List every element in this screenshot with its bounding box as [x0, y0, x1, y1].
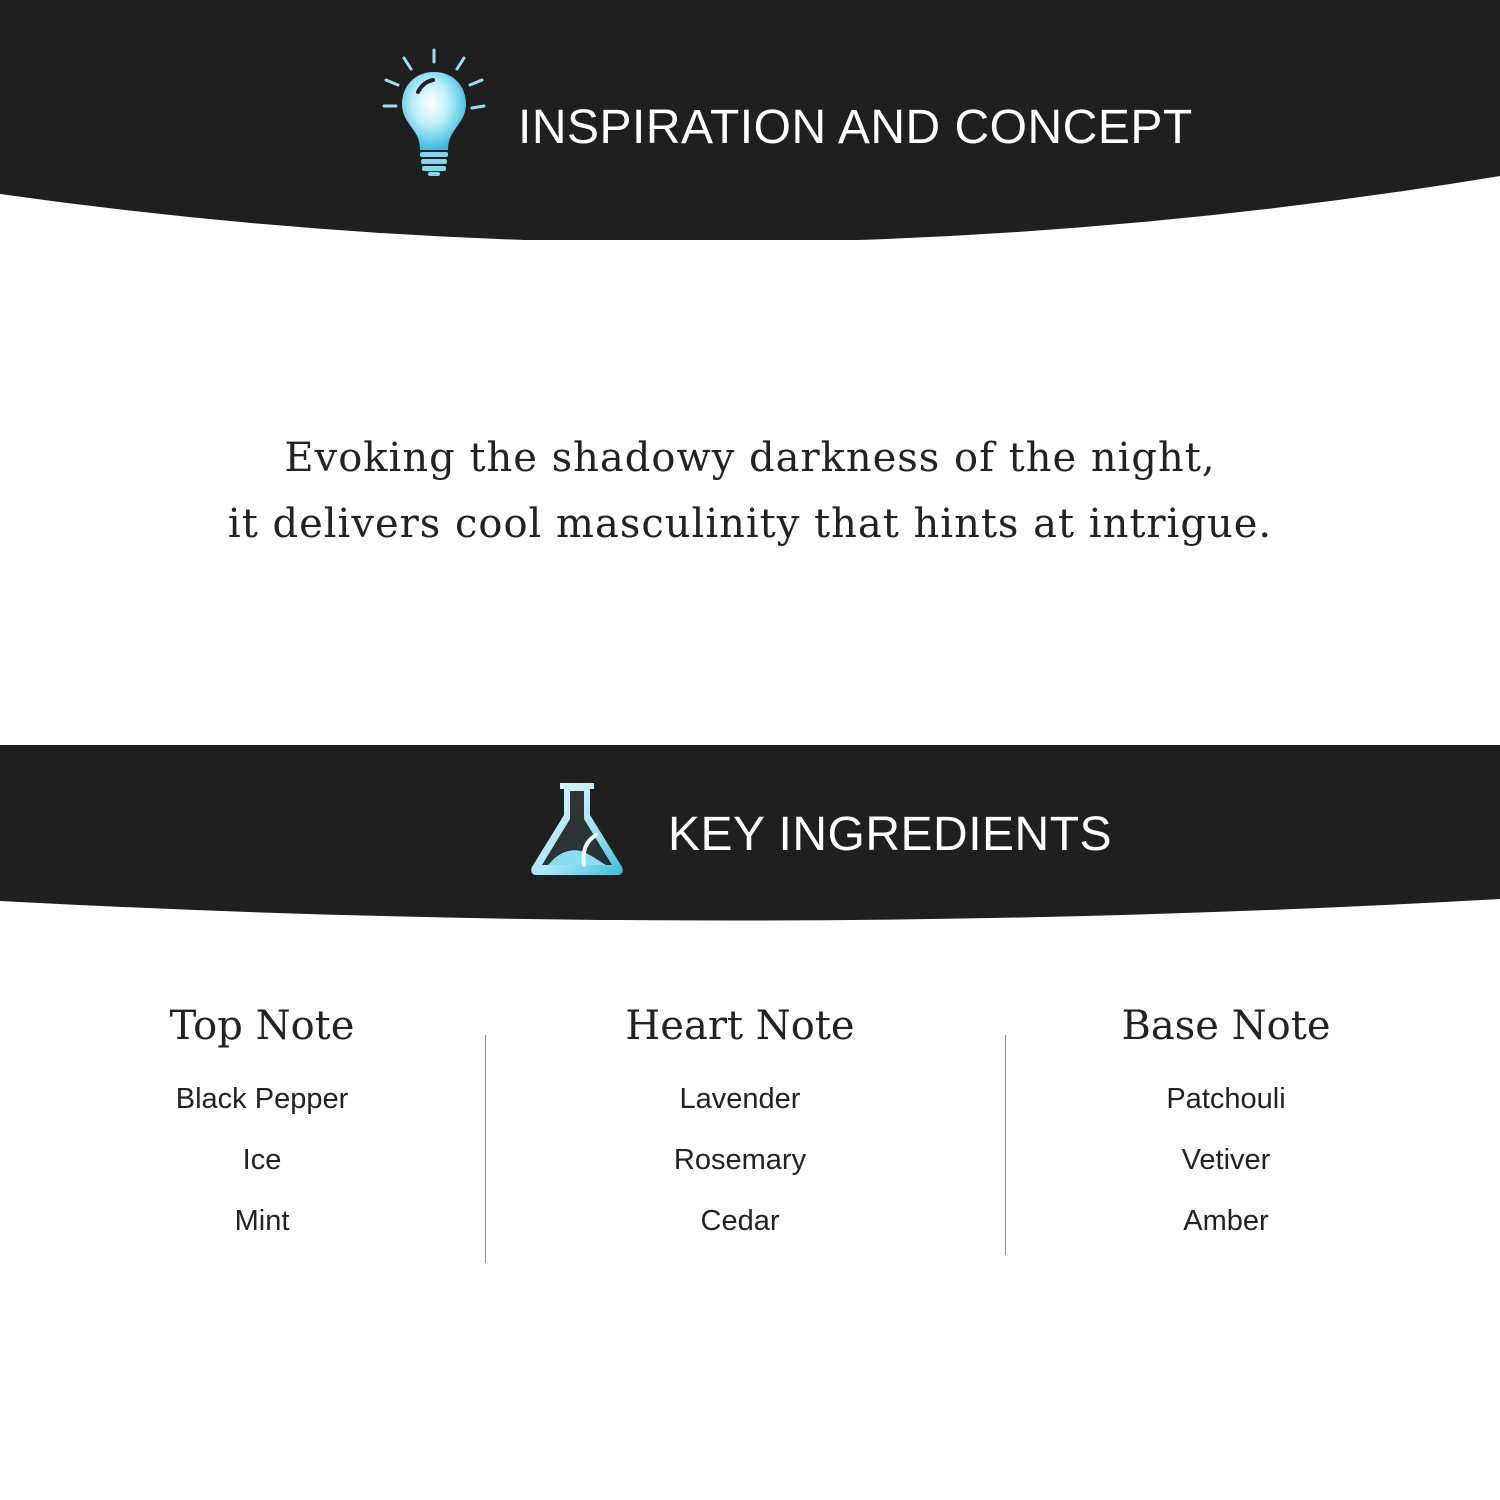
column-divider [485, 1035, 486, 1263]
top-note-list [112, 1084, 412, 1267]
heart-note-column [590, 996, 890, 1267]
heart-note-heading: Heart Note [625, 1003, 855, 1049]
ingredients-banner [0, 745, 1500, 925]
base-note-item: Vetiver [1181, 1144, 1271, 1176]
heart-note-list [590, 1084, 890, 1267]
inspiration-banner [0, 0, 1500, 240]
base-note-item: Patchouli [1166, 1083, 1286, 1115]
heart-note-item: Rosemary [673, 1144, 807, 1176]
base-note-column [1076, 996, 1376, 1267]
lightbulb-icon [378, 44, 490, 183]
base-note-heading: Base Note [1121, 1003, 1331, 1049]
flask-icon [526, 781, 628, 882]
fragrance-description [0, 425, 1500, 557]
top-note-item: Black Pepper [175, 1083, 349, 1115]
heart-note-item: Cedar [700, 1205, 780, 1237]
inspiration-title: INSPIRATION AND CONCEPT [518, 101, 1193, 154]
description-line-2: it delivers cool masculinity that hints at intrigue. [227, 501, 1273, 547]
heart-note-item: Lavender [679, 1083, 801, 1115]
top-note-item: Ice [242, 1144, 282, 1176]
base-note-list [1076, 1084, 1376, 1267]
top-note-heading: Top Note [169, 1003, 355, 1049]
column-divider [1005, 1035, 1006, 1255]
ingredients-title: KEY INGREDIENTS [668, 808, 1113, 861]
description-line-1: Evoking the shadowy darkness of the night, [284, 435, 1216, 481]
base-note-item: Amber [1183, 1205, 1269, 1237]
top-note-item: Mint [234, 1205, 290, 1237]
top-note-column [112, 996, 412, 1267]
